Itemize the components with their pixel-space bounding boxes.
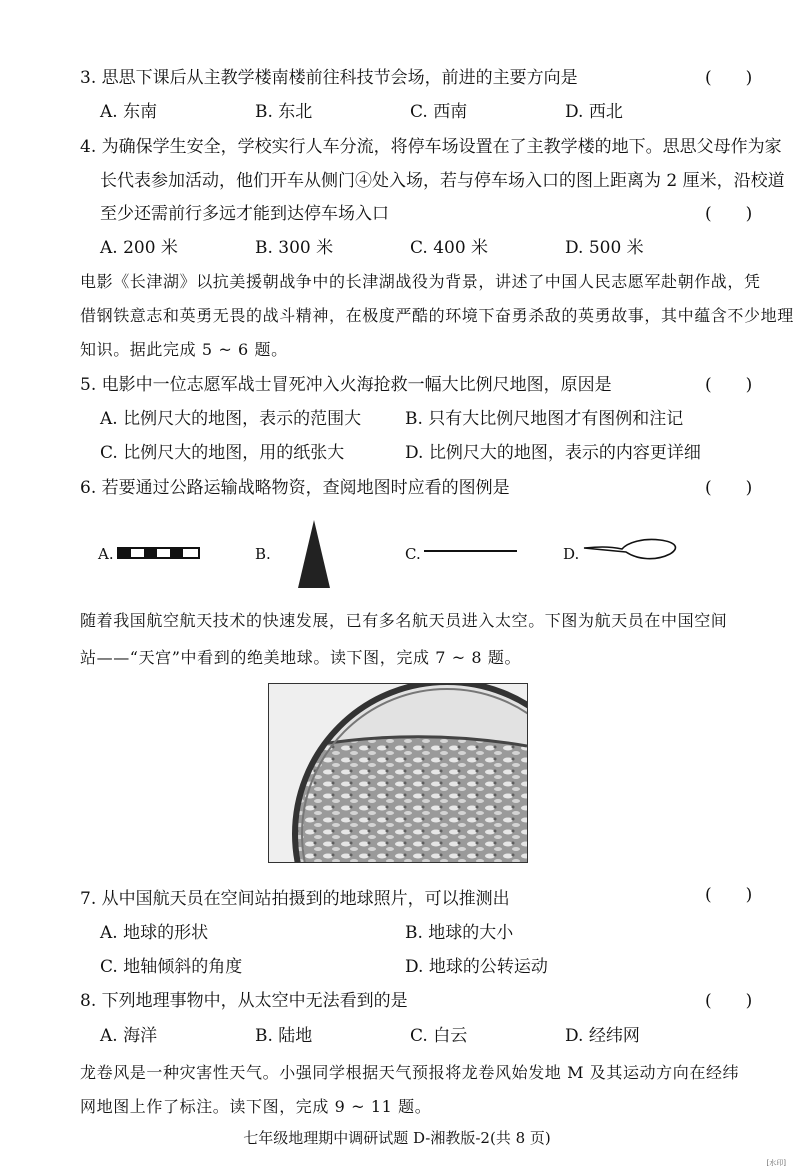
q4-stem-line2: 长代表参加活动，他们开车从侧门④处入场，若与停车场入口的图上距离为 2 厘米，沿校道	[100, 171, 785, 191]
q5-option-b: B. 只有大比例尺地图才有图例和注记	[405, 409, 684, 429]
q6-option-b-label: B.	[255, 545, 271, 563]
q3-option-d: D. 西北	[565, 102, 623, 122]
lake-river-legend-icon	[582, 534, 682, 564]
mountain-peak-legend-icon	[294, 518, 334, 590]
q4-option-d: D. 500 米	[565, 238, 644, 258]
q7-option-a: A. 地球的形状	[100, 923, 209, 943]
earth-from-space-photo	[268, 683, 528, 863]
q7-stem: 7. 从中国航天员在空间站拍摄到的地球照片，可以推测出	[80, 889, 510, 909]
q6-option-a-label: A.	[98, 545, 114, 563]
q8-option-b: B. 陆地	[255, 1026, 313, 1046]
q8-option-d: D. 经纬网	[565, 1026, 640, 1046]
q4-option-c: C. 400 米	[410, 238, 489, 258]
q5-option-d: D. 比例尺大的地图，表示的内容更详细	[405, 443, 701, 463]
q7-answer-paren: ( )	[705, 885, 753, 905]
q3-answer-paren: ( )	[705, 68, 753, 88]
q5-option-a: A. 比例尺大的地图，表示的范围大	[100, 409, 362, 429]
q4-option-b: B. 300 米	[255, 238, 334, 258]
q3-option-a: A. 东南	[100, 102, 158, 122]
q3-option-b: B. 东北	[255, 102, 313, 122]
q3-option-c: C. 西南	[410, 102, 468, 122]
q5-option-c: C. 比例尺大的地图，用的纸张大	[100, 443, 345, 463]
railway-legend-icon	[117, 545, 201, 561]
intro-5-6-line3: 知识。据此完成 5 ~ 6 题。	[80, 340, 288, 359]
q4-answer-paren: ( )	[705, 204, 753, 224]
q4-stem-line3: 至少还需前行多远才能到达停车场入口	[100, 204, 389, 224]
q5-stem: 5. 电影中一位志愿军战士冒死冲入火海抢救一幅大比例尺地图，原因是	[80, 375, 612, 395]
q8-stem: 8. 下列地理事物中，从太空中无法看到的是	[80, 991, 408, 1011]
q8-option-a: A. 海洋	[100, 1026, 158, 1046]
q7-option-b: B. 地球的大小	[405, 923, 514, 943]
highway-legend-icon	[423, 546, 519, 556]
q6-option-d-label: D.	[563, 545, 580, 563]
page-footer: 七年级地理期中调研试题 D-湘教版-2(共 8 页)	[243, 1129, 551, 1147]
intro-5-6-line1: 电影《长津湖》以抗美援朝战争中的长津湖战役为背景，讲述了中国人民志愿军赴朝作战，凭	[80, 272, 761, 291]
q4-stem-line1: 4. 为确保学生安全，学校实行人车分流，将停车场设置在了主教学楼的地下。思思父母作为家	[80, 137, 782, 157]
intro-7-8-line1: 随着我国航空航天技术的快速发展，已有多名航天员进入太空。下图为航天员在中国空间	[80, 611, 728, 630]
intro-9-11-line2: 网地图上作了标注。读下图，完成 9 ~ 11 题。	[80, 1097, 432, 1116]
q6-stem: 6. 若要通过公路运输战略物资，查阅地图时应看的图例是	[80, 478, 510, 498]
intro-5-6-line2: 借钢铁意志和英勇无畏的战斗精神，在极度严酷的环境下奋勇杀敌的英勇故事，其中蕴含不少地理	[80, 306, 794, 325]
q7-option-c: C. 地轴倾斜的角度	[100, 957, 243, 977]
q8-option-c: C. 白云	[410, 1026, 468, 1046]
q8-answer-paren: ( )	[705, 991, 753, 1011]
q3-stem: 3. 思思下课后从主教学楼南楼前往科技节会场，前进的主要方向是	[80, 68, 578, 88]
q6-answer-paren: ( )	[705, 478, 753, 498]
q7-option-d: D. 地球的公转运动	[405, 957, 548, 977]
q4-option-a: A. 200 米	[100, 238, 178, 258]
earth-photo-illustration	[269, 684, 527, 862]
intro-7-8-line2: 站——“天宫”中看到的绝美地球。读下图，完成 7 ~ 8 题。	[80, 648, 522, 667]
intro-9-11-line1: 龙卷风是一种灾害性天气。小强同学根据天气预报将龙卷风始发地 M 及其运动方向在经纬	[80, 1063, 740, 1082]
q5-answer-paren: ( )	[705, 375, 753, 395]
corner-watermark: [水印]	[766, 1159, 786, 1167]
q6-option-c-label: C.	[405, 545, 421, 563]
